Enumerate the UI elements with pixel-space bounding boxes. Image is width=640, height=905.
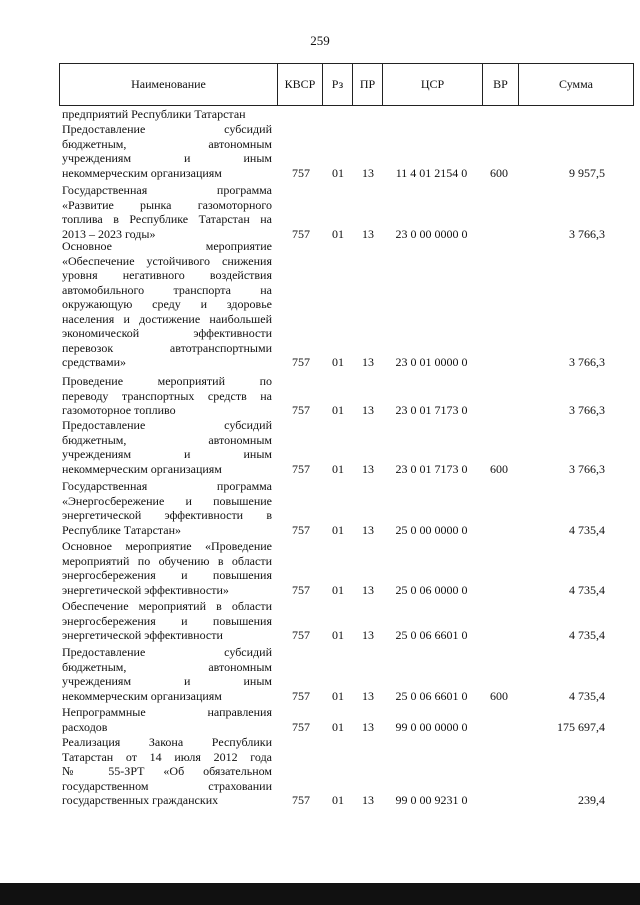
cell-rz: 01 — [332, 165, 344, 180]
header-kvsr: КВСР — [278, 64, 323, 105]
cell-csr: 23 0 01 0000 0 — [395, 355, 468, 369]
row-name-line: некоммерческим организациям — [62, 688, 222, 703]
cell-rz: 01 — [332, 793, 344, 807]
cell-pr: 13 — [362, 403, 374, 417]
cell-vr: 600 — [490, 165, 508, 180]
cell-csr: 11 4 01 2154 0 — [395, 165, 468, 180]
row-name-line: предприятий Республики Татарстан — [62, 107, 246, 121]
cell-pr: 13 — [362, 582, 374, 597]
row-name — [62, 374, 272, 418]
cell-kvsr: 757 — [292, 165, 310, 180]
row-name-line: энергетической эффективности — [62, 628, 223, 642]
cell-csr: 25 0 06 6601 0 — [395, 628, 468, 642]
row-name-line: Проведение мероприятий по — [62, 374, 272, 388]
row-name-line: Республике Татарстан» — [62, 522, 182, 537]
row-name-line: населения и достижение наибольшей — [62, 311, 272, 326]
page-number: 259 — [310, 33, 330, 48]
cell-rz: 01 — [332, 628, 344, 642]
cell-pr: 13 — [362, 461, 374, 476]
cell-pr: 13 — [362, 628, 374, 642]
cell-rz: 01 — [332, 403, 344, 417]
cell-rz: 01 — [332, 688, 344, 703]
row-name — [62, 705, 272, 734]
cell-kvsr: 757 — [292, 793, 310, 807]
row-name-line: уровня негативного воздействия — [62, 268, 272, 282]
header-csr: ЦСР — [383, 64, 483, 105]
cell-csr: 99 0 00 9231 0 — [395, 793, 468, 807]
row-name-line: окружающую среду и здоровье — [62, 297, 272, 311]
row-name-line: Предоставление субсидий — [62, 418, 272, 432]
cell-sum: 239,4 — [578, 793, 605, 807]
cell-csr: 25 0 00 0000 0 — [395, 522, 468, 537]
cell-pr: 13 — [362, 226, 374, 241]
cell-pr: 13 — [362, 688, 374, 703]
row-name — [62, 539, 272, 597]
row-name-line: бюджетным, автономным — [62, 432, 272, 447]
row-name-line: «Обеспечение устойчивого снижения — [62, 253, 272, 268]
row-name — [62, 645, 272, 703]
cell-kvsr: 757 — [292, 688, 310, 703]
cell-kvsr: 757 — [292, 461, 310, 476]
cell-sum: 4 735,4 — [569, 582, 605, 597]
row-name-line: Предоставление субсидий — [62, 122, 272, 136]
row-name-line: бюджетным, автономным — [62, 659, 272, 674]
cell-pr: 13 — [362, 522, 374, 537]
row-name-line: № 55-ЗРТ «Об обязательном — [62, 764, 272, 778]
cell-rz: 01 — [332, 226, 344, 241]
scan-border — [0, 883, 640, 905]
cell-kvsr: 757 — [292, 226, 310, 241]
cell-rz: 01 — [332, 719, 344, 734]
row-name-line: переводу транспортных средств на — [62, 388, 272, 403]
cell-pr: 13 — [362, 355, 374, 369]
row-name — [62, 735, 272, 808]
row-name-line: Государственная программа — [62, 183, 272, 197]
row-name-line: мероприятий по обучению в области — [62, 553, 272, 568]
row-name-line: 2013 – 2023 годы» — [62, 226, 156, 241]
row-name-line: расходов — [62, 719, 108, 734]
row-name-line: энергосбережения и повышения — [62, 613, 272, 628]
row-name-line: бюджетным, автономным — [62, 136, 272, 151]
row-name-line: «Энергосбережение и повышение — [62, 493, 272, 508]
cell-csr: 23 0 01 7173 0 — [395, 461, 468, 476]
cell-sum: 175 697,4 — [557, 719, 605, 734]
cell-sum: 3 766,3 — [569, 226, 605, 241]
cell-rz: 01 — [332, 522, 344, 537]
cell-csr: 23 0 01 7173 0 — [395, 403, 468, 417]
row-name-line: учреждениям и иным — [62, 447, 272, 461]
cell-sum: 4 735,4 — [569, 522, 605, 537]
cell-vr: 600 — [490, 688, 508, 703]
row-name — [62, 183, 272, 241]
cell-pr: 13 — [362, 793, 374, 807]
cell-sum: 3 766,3 — [569, 461, 605, 476]
cell-sum: 9 957,5 — [569, 165, 605, 180]
row-name-line: государственных гражданских — [62, 793, 219, 807]
row-name-line: Предоставление субсидий — [62, 645, 272, 659]
row-name-line: Непрограммные направления — [62, 705, 272, 719]
row-name — [62, 599, 272, 643]
cell-rz: 01 — [332, 582, 344, 597]
cell-sum: 3 766,3 — [569, 403, 605, 417]
row-name-line: Реализация Закона Республики — [62, 735, 272, 749]
row-name-line: Обеспечение мероприятий в области — [62, 599, 272, 613]
row-name-line: Основное мероприятие — [62, 239, 272, 253]
row-name-line: энергетической эффективности в — [62, 508, 272, 522]
header-name: Наименование — [60, 64, 278, 105]
cell-kvsr: 757 — [292, 522, 310, 537]
row-name — [62, 239, 272, 370]
row-name-line: энергосбережения и повышения — [62, 568, 272, 582]
cell-kvsr: 757 — [292, 403, 310, 417]
row-name-line: Татарстан от 14 июля 2012 года — [62, 749, 272, 764]
cell-kvsr: 757 — [292, 628, 310, 642]
row-name-line: Государственная программа — [62, 479, 272, 493]
row-name-line: некоммерческим организациям — [62, 165, 222, 180]
cell-kvsr: 757 — [292, 582, 310, 597]
row-name-line: газомоторное топливо — [62, 403, 176, 417]
row-name — [62, 122, 272, 180]
row-name — [62, 107, 272, 122]
row-name-line: учреждениям и иным — [62, 151, 272, 165]
cell-csr: 23 0 00 0000 0 — [395, 226, 468, 241]
cell-sum: 4 735,4 — [569, 628, 605, 642]
cell-kvsr: 757 — [292, 355, 310, 369]
row-name-line: учреждениям и иным — [62, 674, 272, 688]
row-name-line: автомобильного транспорта на — [62, 282, 272, 297]
row-name-line: Основное мероприятие «Проведение — [62, 539, 272, 553]
row-name-line: энергетической эффективности» — [62, 582, 229, 597]
cell-csr: 25 0 06 6601 0 — [395, 688, 468, 703]
row-name-line: государственном страховании — [62, 778, 272, 793]
row-name-line: «Развитие рынка газомоторного — [62, 197, 272, 212]
row-name-line: перевозок автотранспортными — [62, 340, 272, 355]
row-name — [62, 479, 272, 537]
cell-sum: 4 735,4 — [569, 688, 605, 703]
row-name-line: некоммерческим организациям — [62, 461, 222, 476]
cell-kvsr: 757 — [292, 719, 310, 734]
row-name-line: экономической эффективности — [62, 326, 272, 340]
cell-rz: 01 — [332, 461, 344, 476]
row-name-line: топлива в Республике Татарстан на — [62, 212, 272, 226]
cell-csr: 25 0 06 0000 0 — [395, 582, 468, 597]
header-pr: ПР — [353, 64, 383, 105]
cell-pr: 13 — [362, 165, 374, 180]
cell-vr: 600 — [490, 461, 508, 476]
header-rz: Рз — [323, 64, 353, 105]
cell-sum: 3 766,3 — [569, 355, 605, 369]
header-sum: Сумма — [559, 77, 593, 91]
cell-csr: 99 0 00 0000 0 — [395, 719, 468, 734]
cell-pr: 13 — [362, 719, 374, 734]
row-name — [62, 418, 272, 476]
cell-rz: 01 — [332, 355, 344, 369]
header-vr: ВР — [483, 64, 519, 105]
row-name-line: средствами» — [62, 355, 127, 369]
